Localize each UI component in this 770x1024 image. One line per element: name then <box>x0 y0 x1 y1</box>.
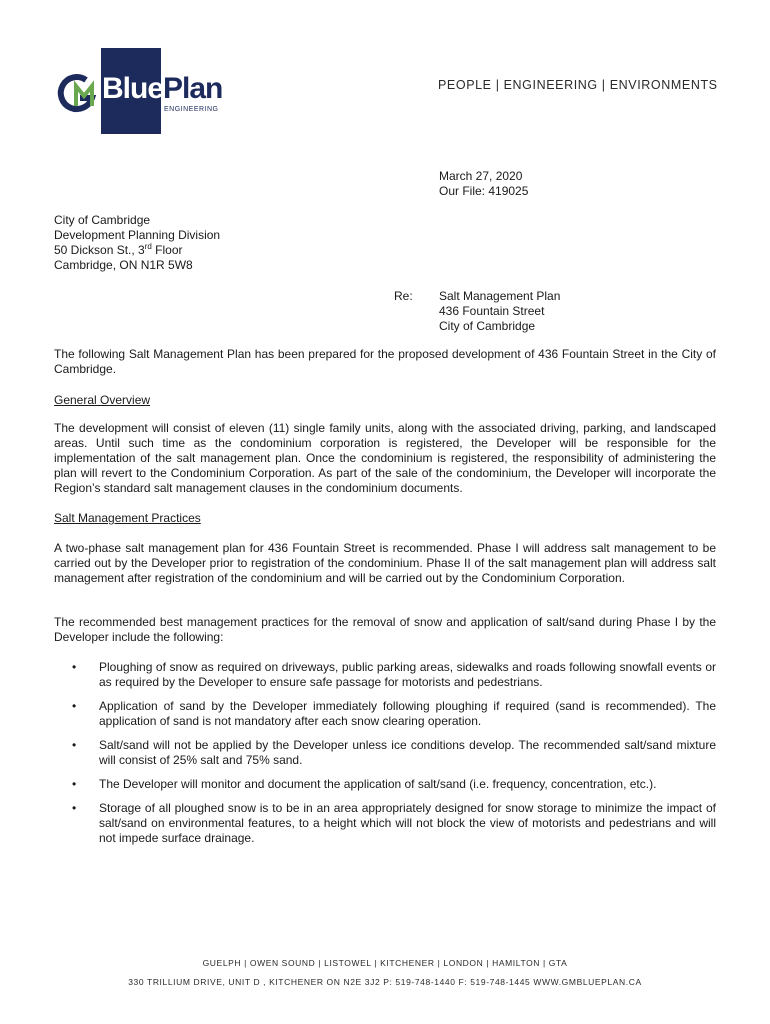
intro-paragraph: The following Salt Management Plan has been prepared for the proposed development of 436 Fountain Street in the City of Cambridge. <box>54 347 716 376</box>
list-item: • Storage of all ploughed snow is to be in an area appropriately designed for snow storage to minimize the impact of salt/sand on environmental features, to a height which will not block the view of motorists and pedestrians and will not impede surface drainage. <box>72 801 716 845</box>
date-block <box>439 169 528 199</box>
practices-paragraph-2: The recommended best management practices for the removal of snow and application of salt/sand during Phase I by the Developer include the following: <box>54 615 716 644</box>
practices-list <box>54 660 716 854</box>
re-label: Re: <box>394 289 413 303</box>
address-line-3: 50 Dickson St., 3rd Floor <box>54 242 183 257</box>
salt-practices-heading: Salt Management Practices <box>54 511 201 525</box>
subject-block <box>439 289 560 334</box>
subject-line-1: Salt Management Plan <box>439 289 561 303</box>
logo-wordmark: BluePlan <box>102 72 223 105</box>
gm-logo-mark-icon <box>56 70 102 116</box>
footer-offices: GUELPH | OWEN SOUND | LISTOWEL | KITCHENER | LONDON | HAMILTON | GTA <box>202 958 568 968</box>
list-item: • The Developer will monitor and document the application of salt/sand (i.e. frequency, concentration, etc.). <box>72 777 657 791</box>
subject-line-2: 436 Fountain Street <box>439 304 545 318</box>
general-overview-heading: General Overview <box>54 393 151 407</box>
list-item: • Salt/sand will not be applied by the Developer unless ice conditions develop. The recommended salt/sand mixture will consist of 25% salt and 75% sand. <box>72 738 716 767</box>
footer-address: 330 TRILLIUM DRIVE, UNIT D , KITCHENER ON N2E 3J2 P: 519-748-1440 F: 519-748-1445 WWW.GMBLUEPLAN.CA <box>128 977 642 987</box>
recipient-address <box>54 213 220 273</box>
address-line-4: Cambridge, ON N1R 5W8 <box>54 258 193 272</box>
address-line-2: Development Planning Division <box>54 228 221 242</box>
letter-date: March 27, 2020 <box>439 169 523 183</box>
tagline: PEOPLE | ENGINEERING | ENVIRONMENTS <box>438 78 718 92</box>
logo-subtitle: ENGINEERING <box>164 106 219 113</box>
list-item: • Ploughing of snow as required on driveways, public parking areas, sidewalks and roads following snowfall events or as required by the Developer to ensure safe passage for motorists and pedestrians. <box>72 660 716 689</box>
subject-line-3: City of Cambridge <box>439 319 536 333</box>
practices-paragraph-1: A two-phase salt management plan for 436 Fountain Street is recommended. Phase I will address salt management to be carried out by the Developer prior to registration of the condominium. Phase II of the salt management plan will address salt management after registration of the condominium and will be carried out by the Condominium Corporation. <box>54 541 716 585</box>
general-overview-body: The development will consist of eleven (11) single family units, along with the associated driving, parking, and landscaped areas. Until such time as the condominium corporation is registered, the Developer will be responsible for the implementation of the salt management plan. Once the condominium is registered, the responsibility of administering the plan will revert to the Condominium Corporation. As part of the sale of the condominium, the Developer will incorporate the Region’s standard salt management clauses in the condominium documents. <box>54 421 716 495</box>
list-item: • Application of sand by the Developer immediately following ploughing if required (sand is recommended). The application of sand is not mandatory after each snow clearing operation. <box>72 699 716 728</box>
company-logo <box>56 48 226 134</box>
file-number: Our File: 419025 <box>439 184 529 198</box>
address-line-1: City of Cambridge <box>54 213 151 227</box>
